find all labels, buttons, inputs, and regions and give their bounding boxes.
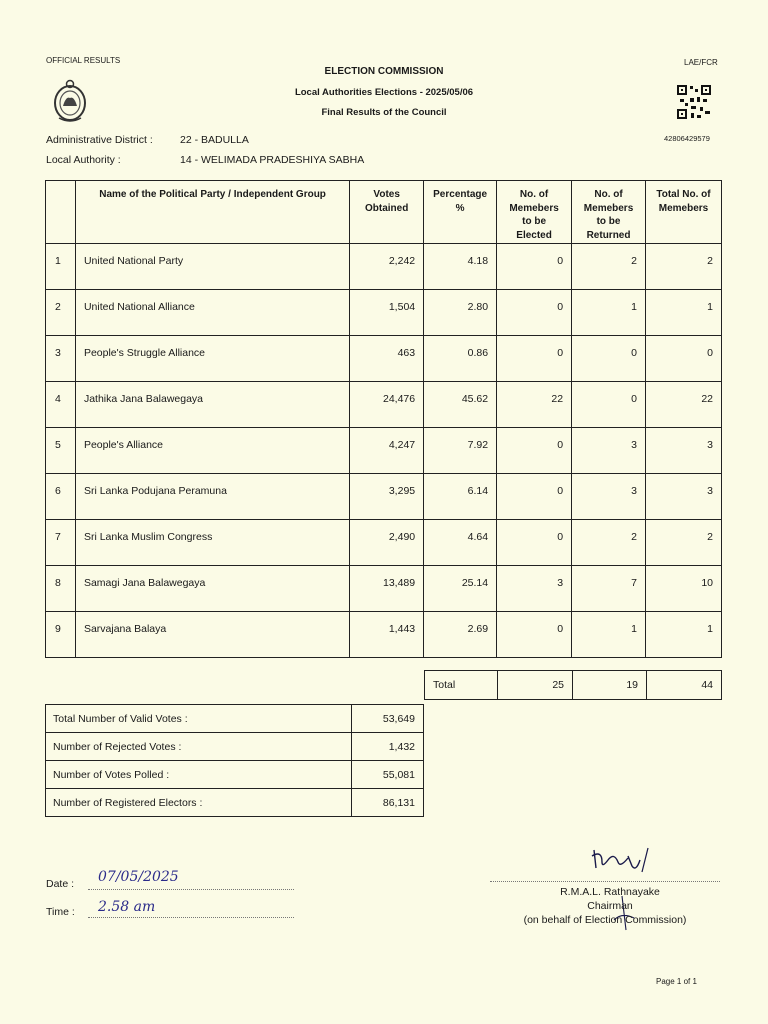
percentage: 4.18	[424, 244, 497, 290]
total-members: 1	[646, 290, 722, 336]
votes-obtained: 1,504	[350, 290, 424, 336]
final-results-title: Final Results of the Council	[321, 107, 447, 118]
row-number: 3	[46, 336, 76, 382]
summary-label: Total Number of Valid Votes :	[46, 705, 352, 733]
table-header-row	[46, 181, 722, 244]
members-returned: 0	[572, 336, 646, 382]
votes-obtained: 2,242	[350, 244, 424, 290]
summary-label: Number of Registered Electors :	[46, 789, 352, 817]
header-returned: No. of Memebers to be Returned	[572, 181, 646, 244]
results-table	[45, 180, 722, 658]
members-elected: 0	[497, 428, 572, 474]
members-elected: 0	[497, 290, 572, 336]
row-number: 9	[46, 612, 76, 658]
time-label: Time :	[46, 906, 75, 918]
time-value: 2.58 am	[98, 899, 156, 915]
members-elected: 3	[497, 566, 572, 612]
party-name: People's Alliance	[75, 428, 349, 474]
header-elected: No. of Memebers to be Elected	[497, 181, 572, 244]
commission-title: ELECTION COMMISSION	[324, 66, 444, 77]
page-number: Page 1 of 1	[656, 977, 697, 986]
row-number: 1	[46, 244, 76, 290]
total-row	[425, 671, 722, 700]
percentage: 0.86	[424, 336, 497, 382]
percentage: 2.80	[424, 290, 497, 336]
total-members: 1	[646, 612, 722, 658]
party-name: People's Struggle Alliance	[75, 336, 349, 382]
qr-code-icon	[676, 84, 712, 120]
time-line	[88, 901, 294, 918]
members-elected: 0	[497, 244, 572, 290]
row-number: 5	[46, 428, 76, 474]
table-row	[46, 244, 722, 290]
table-row	[46, 382, 722, 428]
percentage: 7.92	[424, 428, 497, 474]
votes-obtained: 2,490	[350, 520, 424, 566]
signatory-name: R.M.A.L. Rathnayake	[560, 886, 660, 898]
row-number: 8	[46, 566, 76, 612]
percentage: 2.69	[424, 612, 497, 658]
header-percentage: Percentage %	[424, 181, 497, 244]
members-returned: 7	[572, 566, 646, 612]
header-no	[46, 181, 76, 244]
percentage: 25.14	[424, 566, 497, 612]
summary-value: 1,432	[352, 733, 424, 761]
document-number: 42806429579	[664, 134, 710, 143]
total-members: 22	[646, 382, 722, 428]
total-returned: 19	[573, 671, 647, 700]
row-number: 2	[46, 290, 76, 336]
members-elected: 0	[497, 520, 572, 566]
members-returned: 1	[572, 290, 646, 336]
summary-value: 86,131	[352, 789, 424, 817]
party-name: United National Alliance	[75, 290, 349, 336]
summary-value: 55,081	[352, 761, 424, 789]
total-members: 2	[646, 520, 722, 566]
table-row	[46, 474, 722, 520]
members-elected: 22	[497, 382, 572, 428]
percentage: 6.14	[424, 474, 497, 520]
row-number: 7	[46, 520, 76, 566]
signatory-title: Chairman	[587, 900, 633, 912]
members-elected: 0	[497, 336, 572, 382]
summary-label: Number of Votes Polled :	[46, 761, 352, 789]
date-line	[88, 869, 294, 890]
summary-row	[46, 789, 424, 817]
members-returned: 3	[572, 474, 646, 520]
table-row	[46, 612, 722, 658]
total-members: 0	[646, 336, 722, 382]
table-row	[46, 566, 722, 612]
members-elected: 0	[497, 612, 572, 658]
percentage: 4.64	[424, 520, 497, 566]
authority-value: 14 - WELIMADA PRADESHIYA SABHA	[180, 154, 365, 166]
total-elected: 25	[498, 671, 573, 700]
election-title: Local Authorities Elections - 2025/05/06	[294, 87, 474, 98]
members-returned: 1	[572, 612, 646, 658]
district-value: 22 - BADULLA	[180, 134, 249, 146]
header-votes: Votes Obtained	[350, 181, 424, 244]
party-name: United National Party	[75, 244, 349, 290]
table-row	[46, 520, 722, 566]
members-returned: 2	[572, 520, 646, 566]
table-row	[46, 290, 722, 336]
members-returned: 0	[572, 382, 646, 428]
votes-obtained: 4,247	[350, 428, 424, 474]
votes-obtained: 24,476	[350, 382, 424, 428]
summary-table	[45, 704, 424, 817]
district-label: Administrative District :	[46, 134, 153, 146]
signature-line	[490, 876, 720, 882]
header-total: Total No. of Memebers	[646, 181, 722, 244]
votes-obtained: 463	[350, 336, 424, 382]
document-code: LAE/FCR	[684, 58, 718, 67]
total-members: 10	[646, 566, 722, 612]
summary-label: Number of Rejected Votes :	[46, 733, 352, 761]
party-name: Jathika Jana Balawegaya	[75, 382, 349, 428]
percentage: 45.62	[424, 382, 497, 428]
summary-row	[46, 733, 424, 761]
votes-obtained: 3,295	[350, 474, 424, 520]
total-members: 3	[646, 428, 722, 474]
members-returned: 3	[572, 428, 646, 474]
summary-value: 53,649	[352, 705, 424, 733]
row-number: 4	[46, 382, 76, 428]
total-table	[424, 670, 722, 700]
party-name: Sri Lanka Podujana Peramuna	[75, 474, 349, 520]
members-elected: 0	[497, 474, 572, 520]
row-number: 6	[46, 474, 76, 520]
header-party: Name of the Political Party / Independent Group	[75, 181, 349, 244]
table-row	[46, 428, 722, 474]
party-name: Samagi Jana Balawegaya	[75, 566, 349, 612]
party-name: Sarvajana Balaya	[75, 612, 349, 658]
total-label: Total	[425, 671, 498, 700]
total-members: 3	[646, 474, 722, 520]
total-members: 44	[647, 671, 722, 700]
table-row	[46, 336, 722, 382]
votes-obtained: 1,443	[350, 612, 424, 658]
national-emblem-icon	[52, 78, 88, 124]
date-label: Date :	[46, 878, 75, 890]
authority-label: Local Authority :	[46, 154, 121, 166]
total-members: 2	[646, 244, 722, 290]
date-value: 07/05/2025	[98, 869, 179, 885]
summary-row	[46, 761, 424, 789]
party-name: Sri Lanka Muslim Congress	[75, 520, 349, 566]
summary-row	[46, 705, 424, 733]
votes-obtained: 13,489	[350, 566, 424, 612]
official-results-label: OFFICIAL RESULTS	[46, 56, 121, 65]
on-behalf-note: (on behalf of Election Commission)	[523, 914, 687, 926]
members-returned: 2	[572, 244, 646, 290]
